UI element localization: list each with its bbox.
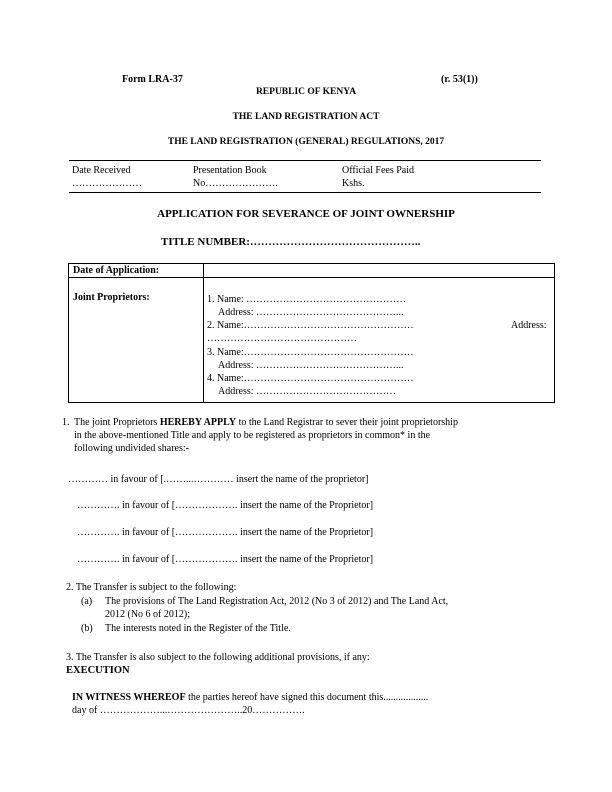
clause-1-number: 1. xyxy=(62,417,70,428)
in-witness-whereof-text: IN WITNESS WHEREOF xyxy=(72,692,186,703)
act-heading: THE LAND REGISTRATION ACT xyxy=(232,112,380,122)
joint-proprietors-label: Joint Proprietors: xyxy=(73,292,150,303)
proprietor-4-name: 4. Name:…………………………………………… xyxy=(207,373,414,384)
execution-heading: EXECUTION xyxy=(66,665,130,676)
date-received-value: ………………… xyxy=(72,178,142,189)
day-of-line: day of ………………...…………………..20……………. xyxy=(72,705,305,716)
share-line-2: …………. in favour of [………………. insert the name of the Proprietor] xyxy=(77,500,374,511)
clause-3: 3. The Transfer is also subject to the following additional provisions, if any: xyxy=(66,652,370,663)
clause-1-line-3: following undivided shares:- xyxy=(74,443,189,454)
republic-heading: REPUBLIC OF KENYA xyxy=(255,87,357,97)
presentation-book-value: No…………………. xyxy=(193,178,278,189)
clause-2a-line-1: The provisions of The Land Registration Act, 2012 (No 3 of 2012) and The Land Act, xyxy=(105,596,449,607)
proprietor-4-address: Address: …………………………………… xyxy=(218,386,397,397)
rule-reference: (r. 53(1)) xyxy=(441,74,478,85)
regulations-heading: THE LAND REGISTRATION (GENERAL) REGULATIONS, 2017 xyxy=(167,137,445,147)
form-title: APPLICATION FOR SEVERANCE OF JOINT OWNERSHIP xyxy=(157,208,455,220)
share-line-1: ………… in favour of [.……...………… insert the name of the proprietor] xyxy=(68,474,369,485)
proprietor-2-name: 2. Name:…………………………………………… xyxy=(207,320,414,331)
clause-2b-text: The interests noted in the Register of the Title. xyxy=(105,623,291,634)
official-fees-value: Kshs. xyxy=(342,178,365,189)
office-block-bottom-rule xyxy=(69,192,541,193)
date-received-label: Date Received xyxy=(72,165,131,176)
hereby-apply-text: HEREBY APPLY xyxy=(159,417,237,428)
official-fees-label: Official Fees Paid xyxy=(342,165,415,176)
clause-1-line-2: in the above-mentioned Title and apply to be registered as proprietors in common* in the xyxy=(74,430,431,441)
proprietor-2-address-label: Address: xyxy=(511,320,547,331)
date-of-application-label: Date of Application: xyxy=(73,265,160,276)
clause-2b-label: (b) xyxy=(81,623,93,634)
proprietor-3-address: Address: ……………………………………... xyxy=(218,360,404,371)
share-line-3: …………. in favour of [………………. insert the name of the Proprietor] xyxy=(77,527,374,538)
title-number: TITLE NUMBER:……………………………………….. xyxy=(161,236,421,248)
form-id: Form LRA-37 xyxy=(122,74,183,85)
clause-2a-label: (a) xyxy=(81,596,93,607)
presentation-book-label: Presentation Book xyxy=(193,165,267,176)
proprietor-2-address: ……………………………………… xyxy=(207,333,357,344)
witness-line: IN WITNESS WHEREOF the parties hereof have signed this document this.................. xyxy=(72,692,429,703)
proprietor-3-name: 3. Name:…………………………………………… xyxy=(207,347,414,358)
clause-2-intro: 2. The Transfer is subject to the following: xyxy=(66,582,237,593)
proprietor-1-address: Address: ……………………………………... xyxy=(218,307,404,318)
clause-1-line-1: The joint Proprietors HEREBY APPLY to the Land Registrar to sever their joint proprietorship xyxy=(74,417,458,428)
proprietor-1-name: 1. Name: ………………………………………… xyxy=(207,294,407,305)
share-line-4: …………. in favour of [………………. insert the name of the Proprietor] xyxy=(77,554,374,565)
clause-2a-line-2: 2012 (No 6 of 2012); xyxy=(105,609,190,620)
office-block-top-rule xyxy=(69,160,541,161)
